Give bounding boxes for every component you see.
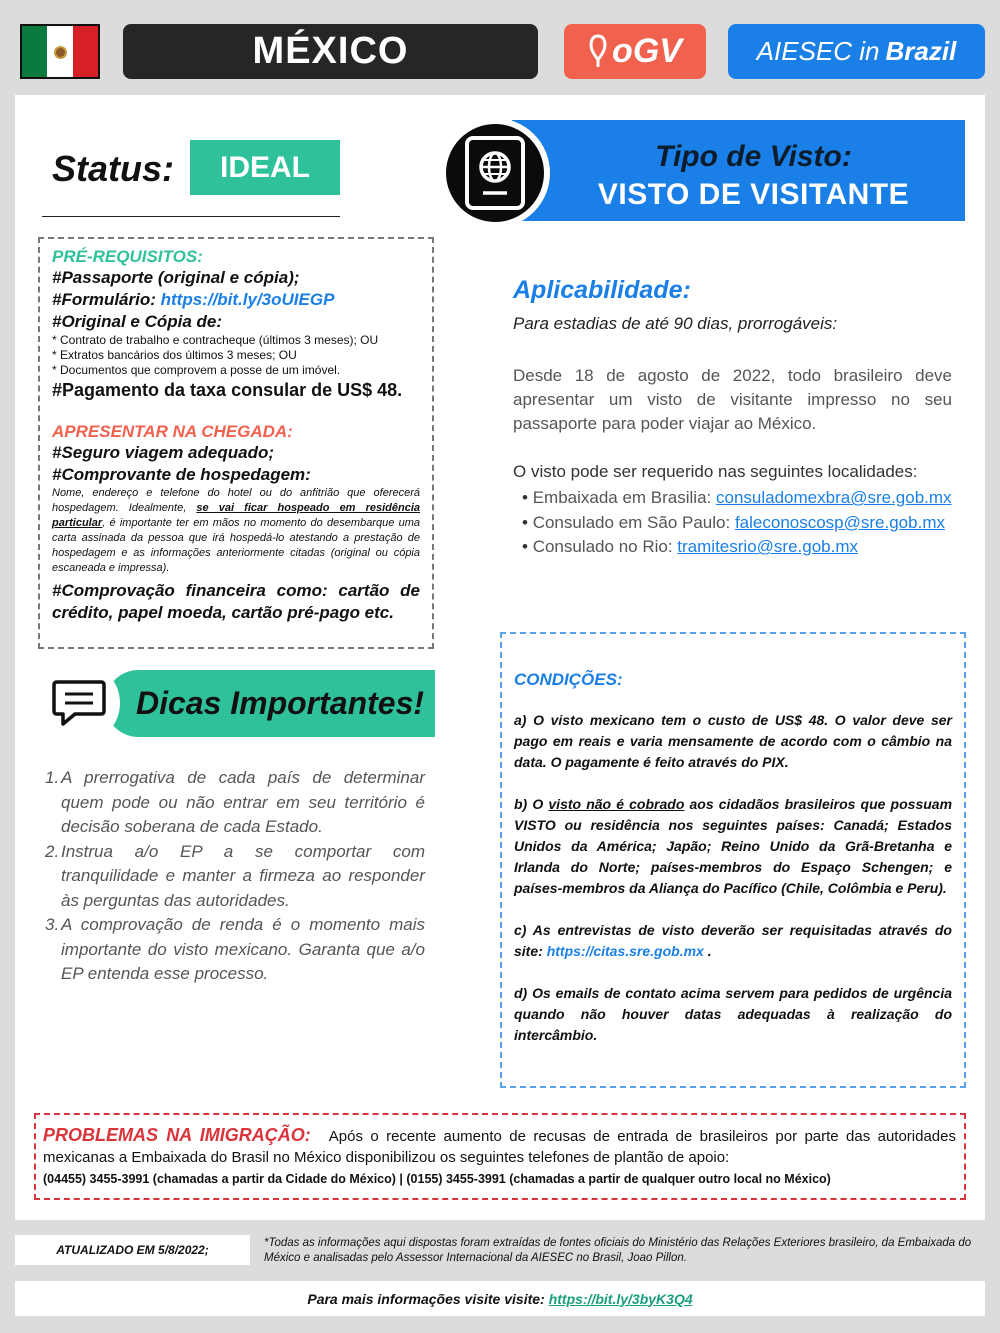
arrival-financial: #Comprovação financeira como: cartão de crédito, papel moeda, cartão pré-pago etc. (52, 581, 420, 622)
email-link[interactable]: tramitesrio@sre.gob.mx (677, 537, 858, 556)
applicability-paragraph: Desde 18 de agosto de 2022, todo brasileiro deve apresentar um visto de visitante impresso no seu passaporte para poder viajar ao México. (513, 366, 952, 433)
immigration-problems-box (34, 1113, 966, 1200)
prereq-heading: PRÉ-REQUISITOS: (52, 247, 203, 266)
applicability-title: Aplicabilidade: (513, 276, 691, 304)
locations-heading: O visto pode ser requerido nas seguintes localidades: (513, 462, 918, 481)
more-info-bar (15, 1281, 985, 1316)
list-item: 1. A prerrogativa de cada país de determinar quem pode ou não entrar em seu território é decisão soberana de cada Estado. (45, 768, 425, 836)
citas-link[interactable]: https://citas.sre.gob.mx (546, 943, 704, 959)
prereq-doc-3: * Documentos que comprovem a posse de um imóvel. (52, 363, 341, 377)
more-info-link[interactable]: https://bit.ly/3byK3Q4 (548, 1290, 693, 1307)
problems-title: PROBLEMAS NA IMIGRAÇÃO: (43, 1125, 311, 1145)
tips-banner (105, 670, 435, 737)
visa-type-title: Tipo de Visto: (655, 140, 852, 173)
mexico-flag (20, 24, 100, 79)
chat-icon (38, 662, 120, 744)
prereq-doc-2: * Extratos bancários dos últimos 3 meses; OU (52, 348, 297, 362)
visa-type-banner (512, 120, 965, 221)
email-link[interactable]: faleconoscosp@sre.gob.mx (734, 512, 945, 532)
prereq-form (52, 289, 420, 311)
locations-list (522, 486, 952, 560)
disclaimer: *Todas as informações aqui dispostas foram extraídas de fontes oficiais do Ministério das Relações Exteriores brasileiro, da Embaixada do México e analisadas pelo Assessor Internacional da AIESEC no Brasil, Joao Pillon. (264, 1237, 972, 1264)
country-title: MÉXICO (123, 24, 538, 79)
condition-c: c) As entrevistas de visto deverão ser requisitadas através do site: https://citas.sre.gob.mx . (514, 922, 952, 959)
aiesec-prefix: AIESEC in (756, 36, 880, 66)
balloon-icon (588, 34, 608, 70)
tips-list (45, 766, 425, 987)
list-item: 3. A comprovação de renda é o momento mais importante do visto mexicano. Garanta que a/o EP entenda esse processo. (45, 915, 425, 983)
arrival-heading: APRESENTAR NA CHEGADA: (52, 422, 293, 441)
condition-a: a) O visto mexicano tem o custo de US$ 48. O valor deve ser pago em reais e varia mensamente de acordo com o câmbio na data. O pagamente é feito através do PIX. (514, 712, 952, 770)
passport-icon (440, 118, 550, 228)
more-info-label: Para mais informações visite visite: (307, 1290, 545, 1307)
condition-b: b) O visto não é cobrado aos cidadãos brasileiros que possuam VISTO ou residência nos seguintes países: Canadá; Estados Unidos da América; Japão; Reino Unido da Grã-Bretanha e Irlanda do Norte; países-membros do Espaço Schengen; e países-membros da Aliança do Pacífico (Chile, Colômbia e Peru). (514, 796, 953, 896)
aiesec-country: Brazil (885, 36, 957, 66)
aiesec-brazil-badge (728, 24, 985, 79)
updated-date: ATUALIZADO EM 5/8/2022; (15, 1235, 250, 1265)
divider (42, 216, 340, 217)
list-item: 2. Instrua a/o EP a se comportar com tranquilidade e manter a firmeza ao responder às perguntas das autoridades. (45, 841, 425, 910)
prereq-doc-1: * Contrato de trabalho e contracheque (últimos 3 meses); OU (52, 333, 379, 347)
condition-d: d) Os emails de contato acima servem para pedidos de urgência quando não houver datas adequadas à realização do intercâmbio. (514, 985, 952, 1043)
status-badge: IDEAL (190, 140, 340, 195)
conditions-box (500, 632, 966, 1088)
prereq-original-label: #Original e Cópia de: (52, 312, 223, 331)
prereq-passport: #Passaporte (original e cópia); (52, 268, 300, 287)
prereq-fee: #Pagamento da taxa consular de US$ 48. (52, 380, 403, 400)
status-label: Status: (52, 148, 175, 189)
problems-text: PROBLEMAS NA IMIGRAÇÃO: Após o recente aumento de recusas de entrada de brasileiros por parte das autoridades mexicanas a Embaixada do Brasil no México disponibilizou os seguintes telefones de plantão de apoio: (43, 1125, 956, 1166)
arrival-lodging-label: #Comprovante de hospedagem: (52, 465, 311, 484)
applicability-subtitle: Para estadias de até 90 dias, prorrogáveis: (513, 314, 838, 333)
tips-title: Dicas Importantes! (135, 685, 425, 721)
email-link[interactable]: consuladomexbra@sre.gob.mx (716, 488, 952, 507)
list-item: • Embaixada em Brasilia: consuladomexbra@sre.gob.mx (522, 486, 952, 511)
prereq-form-label: #Formulário: (52, 290, 156, 309)
eagle-emblem-icon (54, 46, 67, 59)
prerequisites-box (38, 237, 434, 649)
form-link[interactable]: https://bit.ly/3oUIEGP (160, 290, 335, 309)
ogv-badge (564, 24, 706, 79)
arrival-insurance: #Seguro viagem adequado; (52, 443, 274, 462)
support-phones: (04455) 3455-3991 (chamadas a partir da Cidade do México) | (0155) 3455-3991 (chamadas a partir de qualquer outro local no México) (43, 1172, 831, 1186)
conditions-title: CONDIÇÕES: (514, 670, 623, 689)
list-item: • Consulado em São Paulo: faleconoscosp@sre.gob.mx (522, 511, 952, 536)
arrival-lodging-details: Nome, endereço e telefone do hotel ou do anfitrião que oferecerá hospedagem. Idealmente, se vai ficar hospeado em residência particular, é importante ter em mãos no momento do desembarque uma carta assinada da pessoa que irá hospedá-lo atestando a prestação de hospedagem e as informações anteriormente citadas (original ou cópia escaneada e impressa). (52, 487, 421, 574)
ogv-label: oGV (612, 32, 682, 70)
visa-type-value: VISTO DE VISITANTE (597, 178, 910, 211)
list-item: • Consulado no Rio: tramitesrio@sre.gob.mx (522, 535, 952, 560)
